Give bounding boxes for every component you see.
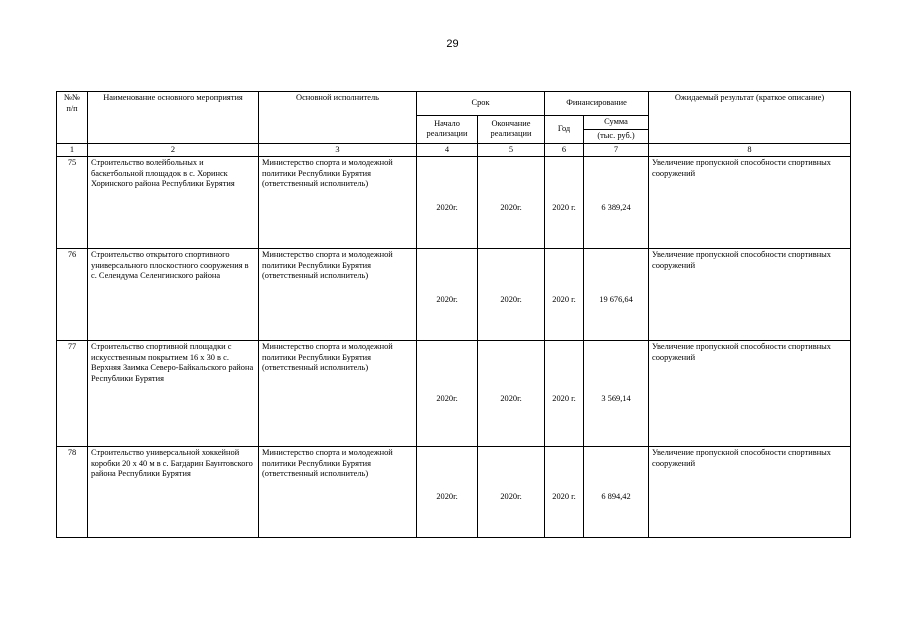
column-number: 3 bbox=[259, 143, 417, 157]
start-date: 2020г. bbox=[417, 447, 478, 538]
page-number: 29 bbox=[446, 38, 459, 50]
column-number: 6 bbox=[545, 143, 584, 157]
start-date: 2020г. bbox=[417, 157, 478, 249]
header-term-end: Окончание реализации bbox=[478, 116, 545, 144]
header-year: Год bbox=[545, 116, 584, 144]
header-term-start: Начало реализации bbox=[417, 116, 478, 144]
row-number: 75 bbox=[57, 157, 88, 249]
activity-name: Строительство волейбольных и баскетбольной площадок в с. Хоринск Хоринского района Республики Бурятия bbox=[88, 157, 259, 249]
activity-name: Строительство открытого спортивного универсального плоскостного сооружения в с. Селендума Селенгинского района bbox=[88, 249, 259, 341]
funding-year: 2020 г. bbox=[545, 447, 584, 538]
executor: Министерство спорта и молодежной политики Республики Бурятия (ответственный исполнитель) bbox=[259, 341, 417, 447]
activity-name: Строительство универсальной хоккейной коробки 20 х 40 м в с. Багдарин Баунтовского района Республики Бурятия bbox=[88, 447, 259, 538]
column-numbers-row bbox=[57, 143, 851, 157]
row-number: 77 bbox=[57, 341, 88, 447]
end-date: 2020г. bbox=[478, 249, 545, 341]
funding-sum: 6 389,24 bbox=[584, 157, 649, 249]
column-number: 4 bbox=[417, 143, 478, 157]
column-number: 1 bbox=[57, 143, 88, 157]
expected-result: Увеличение пропускной способности спортивных сооружений bbox=[649, 341, 851, 447]
executor: Министерство спорта и молодежной политики Республики Бурятия (ответственный исполнитель) bbox=[259, 249, 417, 341]
expected-result: Увеличение пропускной способности спортивных сооружений bbox=[649, 447, 851, 538]
end-date: 2020г. bbox=[478, 447, 545, 538]
end-date: 2020г. bbox=[478, 341, 545, 447]
expected-result: Увеличение пропускной способности спортивных сооружений bbox=[649, 157, 851, 249]
table-row bbox=[57, 249, 851, 341]
funding-sum: 3 569,14 bbox=[584, 341, 649, 447]
funding-sum: 19 676,64 bbox=[584, 249, 649, 341]
header-result: Ожидаемый результат (краткое описание) bbox=[649, 92, 851, 144]
header-financing: Финансирование bbox=[545, 92, 649, 116]
start-date: 2020г. bbox=[417, 249, 478, 341]
header-num: №№ п/п bbox=[57, 92, 88, 144]
executor: Министерство спорта и молодежной политики Республики Бурятия (ответственный исполнитель) bbox=[259, 157, 417, 249]
executor: Министерство спорта и молодежной политики Республики Бурятия (ответственный исполнитель) bbox=[259, 447, 417, 538]
column-number: 5 bbox=[478, 143, 545, 157]
activity-name: Строительство спортивной площадки с искусственным покрытием 16 х 30 в с. Верхняя Заимка Северо-Байкальского района Республики Бурятия bbox=[88, 341, 259, 447]
end-date: 2020г. bbox=[478, 157, 545, 249]
header-sum-unit: (тыс. руб.) bbox=[584, 129, 649, 143]
funding-sum: 6 894,42 bbox=[584, 447, 649, 538]
table-header-row bbox=[57, 92, 851, 116]
table-row bbox=[57, 157, 851, 249]
column-number: 8 bbox=[649, 143, 851, 157]
row-number: 76 bbox=[57, 249, 88, 341]
table-row bbox=[57, 447, 851, 538]
header-executor: Основной исполнитель bbox=[259, 92, 417, 144]
row-number: 78 bbox=[57, 447, 88, 538]
funding-year: 2020 г. bbox=[545, 341, 584, 447]
table-row bbox=[57, 341, 851, 447]
funding-year: 2020 г. bbox=[545, 157, 584, 249]
column-number: 7 bbox=[584, 143, 649, 157]
header-sum: Сумма bbox=[584, 116, 649, 130]
funding-year: 2020 г. bbox=[545, 249, 584, 341]
expected-result: Увеличение пропускной способности спортивных сооружений bbox=[649, 249, 851, 341]
activities-table bbox=[56, 91, 851, 538]
start-date: 2020г. bbox=[417, 341, 478, 447]
header-term: Срок bbox=[417, 92, 545, 116]
column-number: 2 bbox=[88, 143, 259, 157]
header-name: Наименование основного мероприятия bbox=[88, 92, 259, 144]
